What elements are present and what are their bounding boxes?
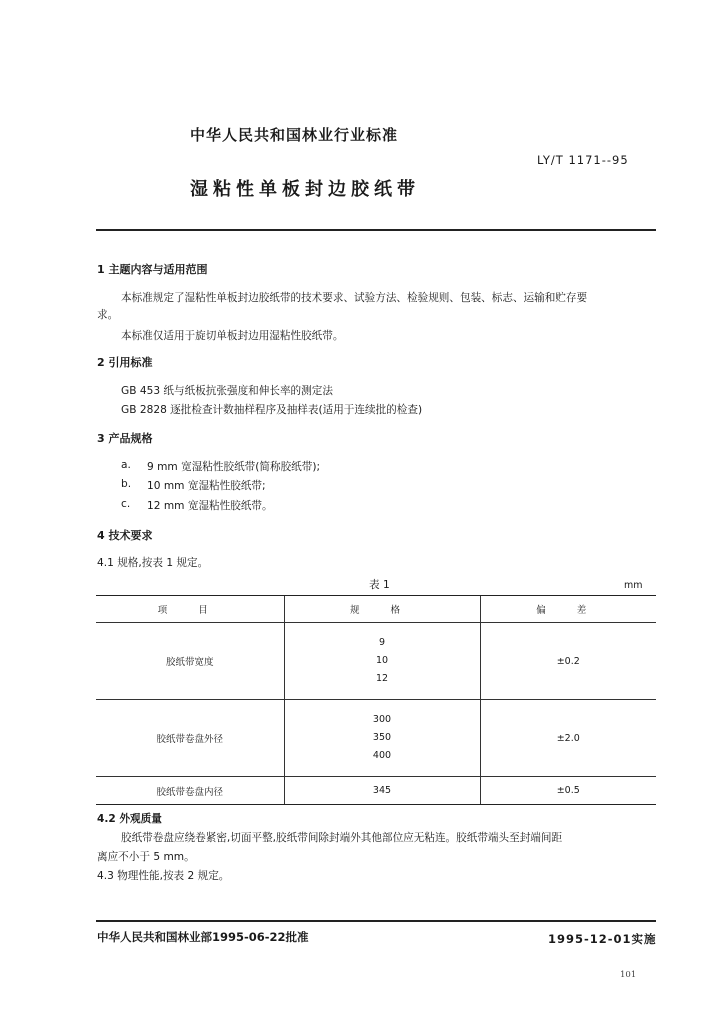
document-title: 湿粘性单板封边胶纸带 bbox=[190, 179, 420, 200]
table-header-row bbox=[96, 596, 656, 623]
page-number: 101 bbox=[620, 970, 637, 980]
row-item: 胶纸带卷盘内径 bbox=[96, 777, 284, 805]
standard-org-title: 中华人民共和国林业行业标准 bbox=[190, 126, 399, 144]
row-specs: 345 bbox=[284, 777, 480, 805]
section-4-2-text: 胶纸带卷盘应绕卷紧密,切面平整,胶纸带间除封端外其他部位应无粘连。胶纸带端头至封端间距 bbox=[121, 832, 563, 844]
spec-item-text: 9 mm 宽湿粘性胶纸带(简称胶纸带); bbox=[147, 461, 321, 473]
row-specs bbox=[284, 700, 480, 777]
section-4-1: 4.1 规格,按表 1 规定。 bbox=[97, 557, 209, 569]
row-item: 胶纸带卷盘外径 bbox=[96, 700, 284, 777]
section-3-heading: 3 产品规格 bbox=[97, 432, 153, 445]
header-tolerance: 偏 差 bbox=[480, 596, 656, 623]
section-4-2-heading: 4.2 外观质量 bbox=[97, 813, 162, 825]
effective-date: 1995-12-01实施 bbox=[548, 932, 657, 946]
approval-note: 中华人民共和国林业部1995-06-22批准 bbox=[97, 930, 309, 944]
row-tolerance: ±0.2 bbox=[480, 623, 656, 700]
section-4-heading: 4 技术要求 bbox=[97, 529, 153, 542]
row-tolerance: ±0.5 bbox=[480, 777, 656, 805]
table-row bbox=[96, 777, 656, 805]
row-tolerance: ±2.0 bbox=[480, 700, 656, 777]
section-1-paragraph-1-cont: 求。 bbox=[97, 309, 119, 321]
table-unit: mm bbox=[624, 580, 643, 591]
spec-value: 300 bbox=[372, 714, 392, 725]
spec-item-marker: a. bbox=[121, 459, 131, 471]
standard-code: LY/T 1171--95 bbox=[537, 153, 629, 167]
table-row bbox=[96, 700, 656, 777]
spec-value: 350 bbox=[372, 732, 392, 743]
spec-value: 9 bbox=[378, 637, 386, 648]
spec-item-marker: b. bbox=[121, 478, 132, 490]
reference-gb453: GB 453 纸与纸板抗张强度和伸长率的测定法 bbox=[121, 385, 333, 397]
row-item: 胶纸带宽度 bbox=[96, 623, 284, 700]
section-1-heading: 1 主题内容与适用范围 bbox=[97, 263, 208, 276]
spec-value: 10 bbox=[375, 655, 389, 666]
section-4-2-text-cont: 离应不小于 5 mm。 bbox=[97, 851, 195, 863]
header-spec: 规 格 bbox=[284, 596, 480, 623]
section-4-3: 4.3 物理性能,按表 2 规定。 bbox=[97, 870, 230, 882]
section-1-paragraph-1: 本标准规定了湿粘性单板封边胶纸带的技术要求、试验方法、检验规则、包装、标志、运输和贮存要 bbox=[121, 292, 588, 304]
row-specs bbox=[284, 623, 480, 700]
header-item: 项 目 bbox=[96, 596, 284, 623]
table-row bbox=[96, 623, 656, 700]
spec-item-marker: c. bbox=[121, 498, 131, 510]
section-1-paragraph-2: 本标准仅适用于旋切单板封边用湿粘性胶纸带。 bbox=[121, 330, 344, 342]
section-2-heading: 2 引用标准 bbox=[97, 356, 153, 369]
spec-value: 400 bbox=[372, 750, 392, 761]
spec-value: 12 bbox=[375, 673, 389, 684]
spec-item-text: 10 mm 宽湿粘性胶纸带; bbox=[147, 480, 266, 492]
footer-rule bbox=[96, 920, 656, 922]
reference-gb2828: GB 2828 逐批检查计数抽样程序及抽样表(适用于连续批的检查) bbox=[121, 404, 423, 416]
table-caption: 表 1 bbox=[369, 579, 390, 591]
header-rule bbox=[96, 229, 656, 231]
spec-item-text: 12 mm 宽湿粘性胶纸带。 bbox=[147, 500, 273, 512]
spec-table bbox=[96, 595, 656, 805]
